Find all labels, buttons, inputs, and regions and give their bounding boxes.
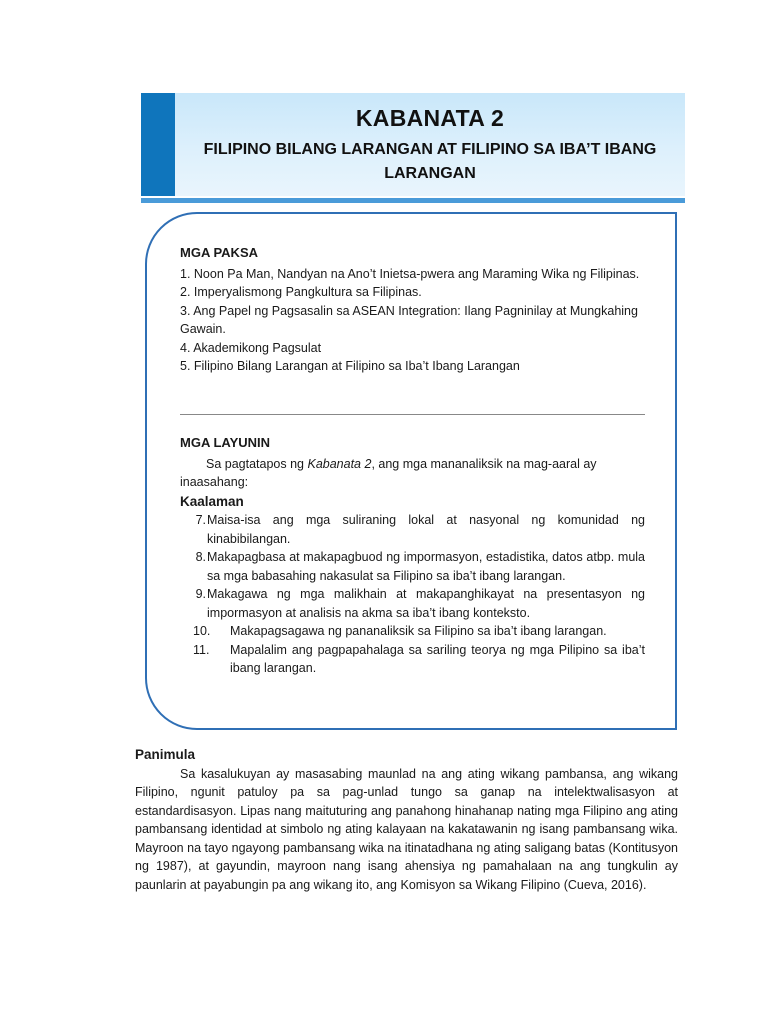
objective-item — [180, 641, 645, 678]
topic-list — [180, 265, 645, 376]
intro-text-b: , ang mga mananaliksik na mag-aaral ay inaasahang: — [180, 456, 597, 489]
kaalaman-subheading: Kaalaman — [180, 493, 244, 509]
objective-text: Makagawa ng mga malikhain at makapanghikayat na presentasyon ng impormasyon at analisis na akma sa iba’t ibang konteksto. — [207, 587, 645, 620]
mga-layunin-section — [180, 434, 645, 678]
intro-text-a: Sa pagtatapos ng — [206, 456, 308, 471]
mga-paksa-section — [180, 244, 645, 376]
objective-text: Maisa-isa ang mga suliraning lokal at nasyonal ng komunidad ng kinabibilangan. — [207, 513, 645, 546]
objective-text: Makapagbasa at makapagbuod ng impormasyon, estadistika, datos atbp. mula sa mga babasahing nakasulat sa Filipino sa iba’t ibang larangan. — [207, 550, 645, 583]
objective-number: 11. — [193, 642, 210, 657]
chapter-title: KABANATA 2 — [355, 105, 505, 131]
topic-item: 2. Imperyalismong Pangkultura sa Filipinas. — [180, 285, 422, 299]
objective-number: 7. — [195, 513, 206, 527]
topic-item: 1. Noon Pa Man, Nandyan na Ano’t Inietsa-pwera ang Maraming Wika ng Filipinas. — [180, 266, 640, 281]
objective-item — [180, 548, 645, 585]
objective-list — [180, 511, 645, 678]
objective-item — [180, 622, 645, 641]
objective-number: 9. — [195, 587, 206, 601]
chapter-header-banner — [141, 93, 685, 196]
objective-number: 8. — [195, 550, 206, 564]
objective-item — [180, 585, 645, 622]
panimula-section — [135, 746, 678, 894]
topic-item: 5. Filipino Bilang Larangan at Filipino sa Iba’t Ibang Larangan — [180, 359, 520, 373]
objective-text: Makapagsagawa ng pananaliksik sa Filipino sa iba’t ibang larangan. — [230, 624, 607, 638]
header-underline — [141, 198, 685, 203]
objective-number: 10. — [193, 624, 211, 638]
objective-text: Mapalalim ang pagpapahalaga sa sariling teorya ng mga Pilipino sa iba’t ibang larangan. — [230, 642, 645, 675]
chapter-subtitle: FILIPINO BILANG LARANGAN AT FILIPINO SA IBA’T IBANG LARANGAN — [203, 141, 657, 182]
mga-paksa-heading: MGA PAKSA — [180, 245, 258, 260]
section-divider — [180, 414, 645, 415]
panimula-paragraph: Sa kasalukuyan ay masasabing maunlad na ang ating wikang pambansa, ang wikang Filipino, ngunit patuloy pa sa pag-unlad tungo sa ganap na intelektwalisasyon at estandardisasyon. Lipas nang maituturing ang panahong hinahanap nating mga Filipino ang ating pambansang identidad at simbolo ng ating kalayaan na kakatawanin ng isang pambansang wika. Mayroon na tayo ngayong pambansang wika na itinatadhana ng ating saligang batas (Kontitusyon ng 1987), at gayundin, mayroon nang isang ahensiya ng pamahalaan na ang tungkulin ay paunlarin at payabungin pa ang wikang ito, ang Komisyon sa Wikang Filipino (Cueva, 2016). — [135, 766, 678, 892]
objectives-intro — [180, 455, 645, 492]
topic-item: 3. Ang Papel ng Pagsasalin sa ASEAN Integration: Ilang Pagninilay at Mungkahing Gawain. — [180, 303, 638, 336]
mga-layunin-heading: MGA LAYUNIN — [180, 435, 271, 450]
header-accent-bar — [141, 93, 175, 196]
intro-text-emphasis: Kabanata 2 — [307, 456, 372, 471]
topic-item: 4. Akademikong Pagsulat — [180, 340, 322, 355]
panimula-heading: Panimula — [135, 747, 196, 762]
objective-item — [180, 511, 645, 548]
